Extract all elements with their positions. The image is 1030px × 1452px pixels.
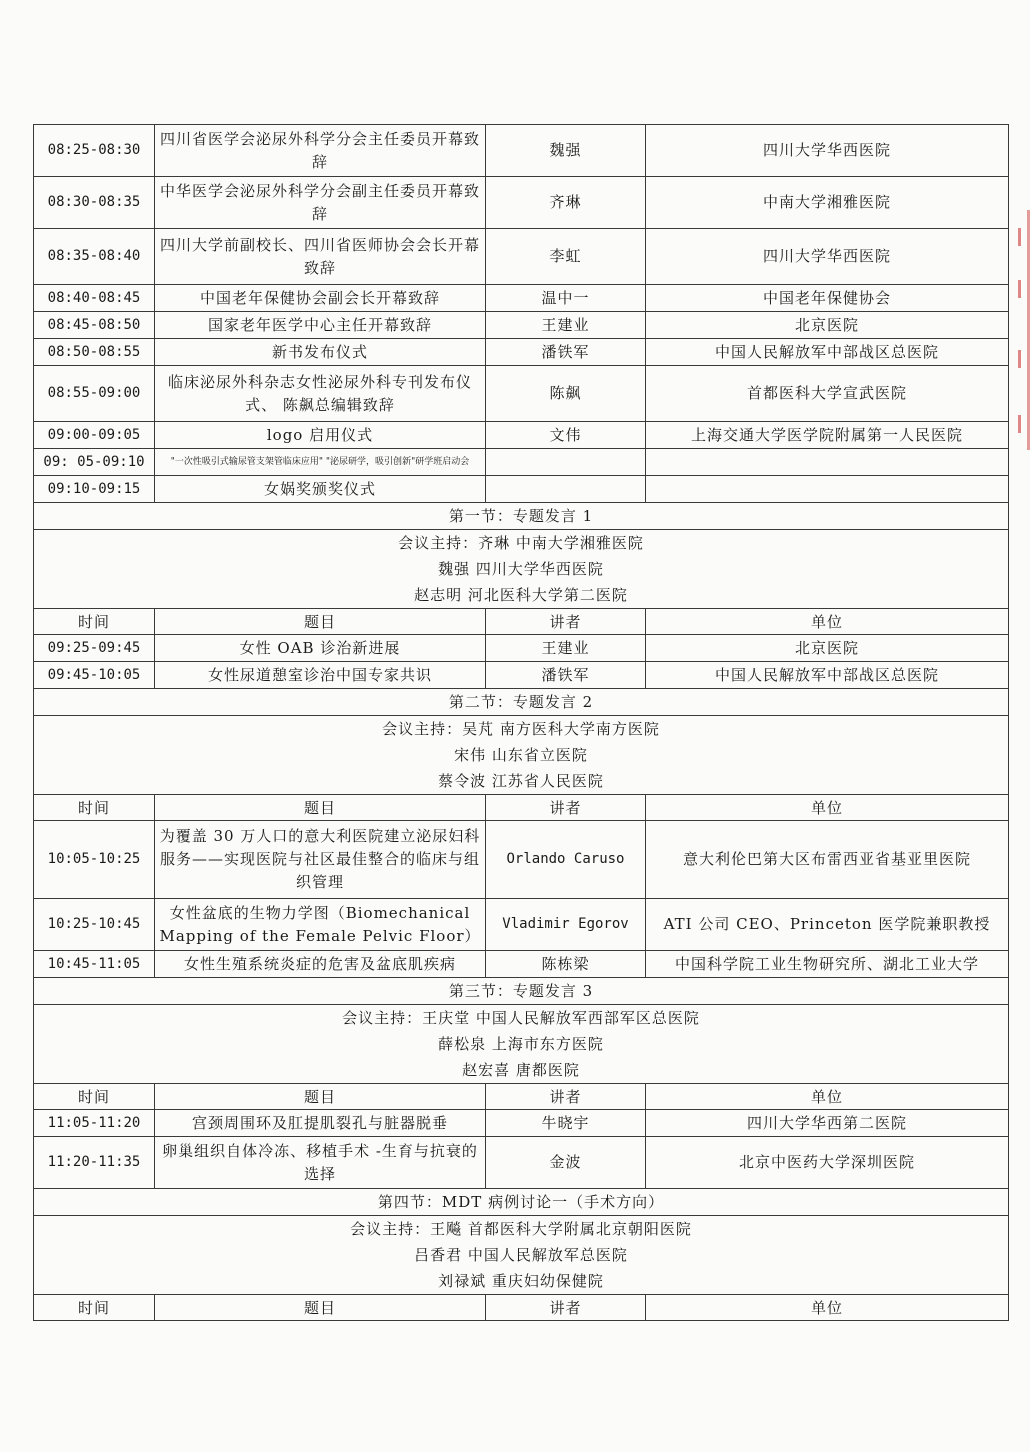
speaker-cell: Orlando Caruso	[486, 821, 646, 899]
schedule-table	[33, 124, 1009, 1321]
table-row	[34, 662, 1009, 689]
topic-cell: 中国老年保健协会副会长开幕致辞	[155, 285, 486, 312]
column-header-time: 时间	[34, 609, 155, 635]
speaker-cell: 潘铁军	[486, 662, 646, 689]
column-header-row	[34, 1084, 1009, 1110]
topic-cell: 女娲奖颁奖仪式	[155, 476, 486, 503]
table-row	[34, 312, 1009, 339]
section-title	[34, 978, 1009, 1005]
section-hosts	[34, 716, 1009, 795]
section-title-row	[34, 689, 1009, 716]
speaker-cell: 金波	[486, 1137, 646, 1189]
speaker-cell: 齐琳	[486, 177, 646, 229]
column-header-unit: 单位	[646, 1295, 1009, 1321]
section-hosts-row	[34, 530, 1009, 609]
table-row	[34, 125, 1009, 177]
table-row	[34, 339, 1009, 366]
column-header-speaker: 讲者	[486, 609, 646, 635]
section-hosts	[34, 530, 1009, 609]
topic-cell: 国家老年医学中心主任开幕致辞	[155, 312, 486, 339]
table-row	[34, 229, 1009, 285]
speaker-cell: 王建业	[486, 635, 646, 662]
time-cell: 11:20-11:35	[34, 1137, 155, 1189]
section-hosts-line: 会议主持：吴芃 南方医科大学南方医院	[382, 720, 660, 738]
speaker-cell: 文伟	[486, 422, 646, 449]
speaker-cell: Vladimir Egorov	[486, 899, 646, 951]
table-row	[34, 899, 1009, 951]
table-row	[34, 366, 1009, 422]
topic-cell: 卵巢组织自体冷冻、移植手术 -生育与抗衰的选择	[155, 1137, 486, 1189]
column-header-topic: 题目	[155, 609, 486, 635]
section-hosts	[34, 1005, 1009, 1084]
unit-cell: 中国人民解放军中部战区总医院	[646, 339, 1009, 366]
section-hosts-line: 赵宏喜 唐都医院	[462, 1061, 580, 1079]
time-cell: 09: 05-09:10	[34, 449, 155, 476]
unit-cell: 意大利伦巴第大区布雷西亚省基亚里医院	[646, 821, 1009, 899]
section-title-line: 第一节：专题发言 1	[448, 507, 594, 525]
column-header-unit: 单位	[646, 795, 1009, 821]
section-title	[34, 1189, 1009, 1216]
table-row	[34, 821, 1009, 899]
section-hosts-line: 会议主持：王飚 首都医科大学附属北京朝阳医院	[350, 1220, 692, 1238]
topic-cell: 女性盆底的生物力学图（Biomechanical Mapping of the Female Pelvic Floor）	[155, 899, 486, 951]
section-hosts-row	[34, 1216, 1009, 1295]
topic-cell: 四川大学前副校长、四川省医师协会会长开幕致辞	[155, 229, 486, 285]
unit-cell: 首都医科大学宣武医院	[646, 366, 1009, 422]
topic-cell: 女性尿道憩室诊治中国专家共识	[155, 662, 486, 689]
column-header-time: 时间	[34, 1084, 155, 1110]
topic-cell: 临床泌尿外科杂志女性泌尿外科专刊发布仪式、 陈飙总编辑致辞	[155, 366, 486, 422]
time-cell: 08:35-08:40	[34, 229, 155, 285]
speaker-cell: 潘铁军	[486, 339, 646, 366]
time-cell: 11:05-11:20	[34, 1110, 155, 1137]
unit-cell: 北京医院	[646, 312, 1009, 339]
unit-cell: 中国老年保健协会	[646, 285, 1009, 312]
column-header-row	[34, 609, 1009, 635]
time-cell: 09:45-10:05	[34, 662, 155, 689]
speaker-cell: 魏强	[486, 125, 646, 177]
time-cell: 09:10-09:15	[34, 476, 155, 503]
column-header-time: 时间	[34, 1295, 155, 1321]
unit-cell: 北京医院	[646, 635, 1009, 662]
section-hosts-line: 会议主持：齐琳 中南大学湘雅医院	[398, 534, 644, 552]
table-row	[34, 951, 1009, 978]
section-hosts-line: 刘禄斌 重庆妇幼保健院	[438, 1272, 604, 1290]
unit-cell	[646, 449, 1009, 476]
section-title-row	[34, 978, 1009, 1005]
speaker-cell: 陈栋梁	[486, 951, 646, 978]
section-title-line: 第二节：专题发言 2	[448, 693, 594, 711]
time-cell: 08:50-08:55	[34, 339, 155, 366]
section-title	[34, 689, 1009, 716]
column-header-speaker: 讲者	[486, 1084, 646, 1110]
column-header-speaker: 讲者	[486, 1295, 646, 1321]
topic-cell: 四川省医学会泌尿外科学分会主任委员开幕致辞	[155, 125, 486, 177]
table-row	[34, 1110, 1009, 1137]
unit-cell	[646, 476, 1009, 503]
section-hosts-line: 薛松泉 上海市东方医院	[438, 1035, 604, 1053]
unit-cell: 中南大学湘雅医院	[646, 177, 1009, 229]
time-cell: 10:45-11:05	[34, 951, 155, 978]
speaker-cell	[486, 449, 646, 476]
section-hosts-line: 会议主持：王庆堂 中国人民解放军西部军区总医院	[342, 1009, 700, 1027]
time-cell: 08:25-08:30	[34, 125, 155, 177]
column-header-row	[34, 1295, 1009, 1321]
time-cell: 08:30-08:35	[34, 177, 155, 229]
table-row	[34, 1137, 1009, 1189]
table-row	[34, 476, 1009, 503]
topic-cell: 新书发布仪式	[155, 339, 486, 366]
section-title-row	[34, 503, 1009, 530]
unit-cell: 中国科学院工业生物研究所、湖北工业大学	[646, 951, 1009, 978]
topic-cell: 为覆盖 30 万人口的意大利医院建立泌尿妇科服务——实现医院与社区最佳整合的临床与组织管理	[155, 821, 486, 899]
column-header-unit: 单位	[646, 1084, 1009, 1110]
topic-cell: 中华医学会泌尿外科学分会副主任委员开幕致辞	[155, 177, 486, 229]
time-cell: 10:05-10:25	[34, 821, 155, 899]
column-header-topic: 题目	[155, 1084, 486, 1110]
section-hosts-line: 宋伟 山东省立医院	[454, 746, 588, 764]
column-header-speaker: 讲者	[486, 795, 646, 821]
unit-cell: 中国人民解放军中部战区总医院	[646, 662, 1009, 689]
section-hosts-line: 蔡令波 江苏省人民医院	[438, 772, 604, 790]
speaker-cell: 李虹	[486, 229, 646, 285]
section-title	[34, 503, 1009, 530]
time-cell: 08:45-08:50	[34, 312, 155, 339]
table-row	[34, 285, 1009, 312]
column-header-time: 时间	[34, 795, 155, 821]
speaker-cell: 温中一	[486, 285, 646, 312]
speaker-cell: 王建业	[486, 312, 646, 339]
unit-cell: 四川大学华西医院	[646, 125, 1009, 177]
table-row	[34, 177, 1009, 229]
section-hosts-line: 魏强 四川大学华西医院	[438, 560, 604, 578]
unit-cell: 北京中医药大学深圳医院	[646, 1137, 1009, 1189]
table-row	[34, 449, 1009, 476]
unit-cell: 四川大学华西医院	[646, 229, 1009, 285]
section-hosts-row	[34, 716, 1009, 795]
column-header-unit: 单位	[646, 609, 1009, 635]
section-title-line: 第三节：专题发言 3	[448, 982, 594, 1000]
unit-cell: 上海交通大学医学院附属第一人民医院	[646, 422, 1009, 449]
speaker-cell: 陈飙	[486, 366, 646, 422]
topic-cell: 女性生殖系统炎症的危害及盆底肌疾病	[155, 951, 486, 978]
topic-cell: 女性 OAB 诊治新进展	[155, 635, 486, 662]
section-title-line: 第四节：MDT 病例讨论一（手术方向）	[377, 1193, 665, 1211]
column-header-row	[34, 795, 1009, 821]
unit-cell: ATI 公司 CEO、Princeton 医学院兼职教授	[646, 899, 1009, 951]
time-cell: 08:55-09:00	[34, 366, 155, 422]
column-header-topic: 题目	[155, 795, 486, 821]
unit-cell: 四川大学华西第二医院	[646, 1110, 1009, 1137]
section-title-row	[34, 1189, 1009, 1216]
speaker-cell	[486, 476, 646, 503]
time-cell: 09:00-09:05	[34, 422, 155, 449]
table-row	[34, 635, 1009, 662]
column-header-topic: 题目	[155, 1295, 486, 1321]
time-cell: 08:40-08:45	[34, 285, 155, 312]
section-hosts-row	[34, 1005, 1009, 1084]
topic-cell: 宫颈周围环及肛提肌裂孔与脏器脱垂	[155, 1110, 486, 1137]
topic-cell: logo 启用仪式	[155, 422, 486, 449]
section-hosts	[34, 1216, 1009, 1295]
time-cell: 10:25-10:45	[34, 899, 155, 951]
table-row	[34, 422, 1009, 449]
topic-cell: "一次性吸引式输尿管支架管临床应用" "泌尿研学，吸引创新"研学班启动会	[155, 449, 486, 476]
time-cell: 09:25-09:45	[34, 635, 155, 662]
speaker-cell: 牛晓宇	[486, 1110, 646, 1137]
section-hosts-line: 吕香君 中国人民解放军总医院	[414, 1246, 628, 1264]
section-hosts-line: 赵志明 河北医科大学第二医院	[414, 586, 628, 604]
